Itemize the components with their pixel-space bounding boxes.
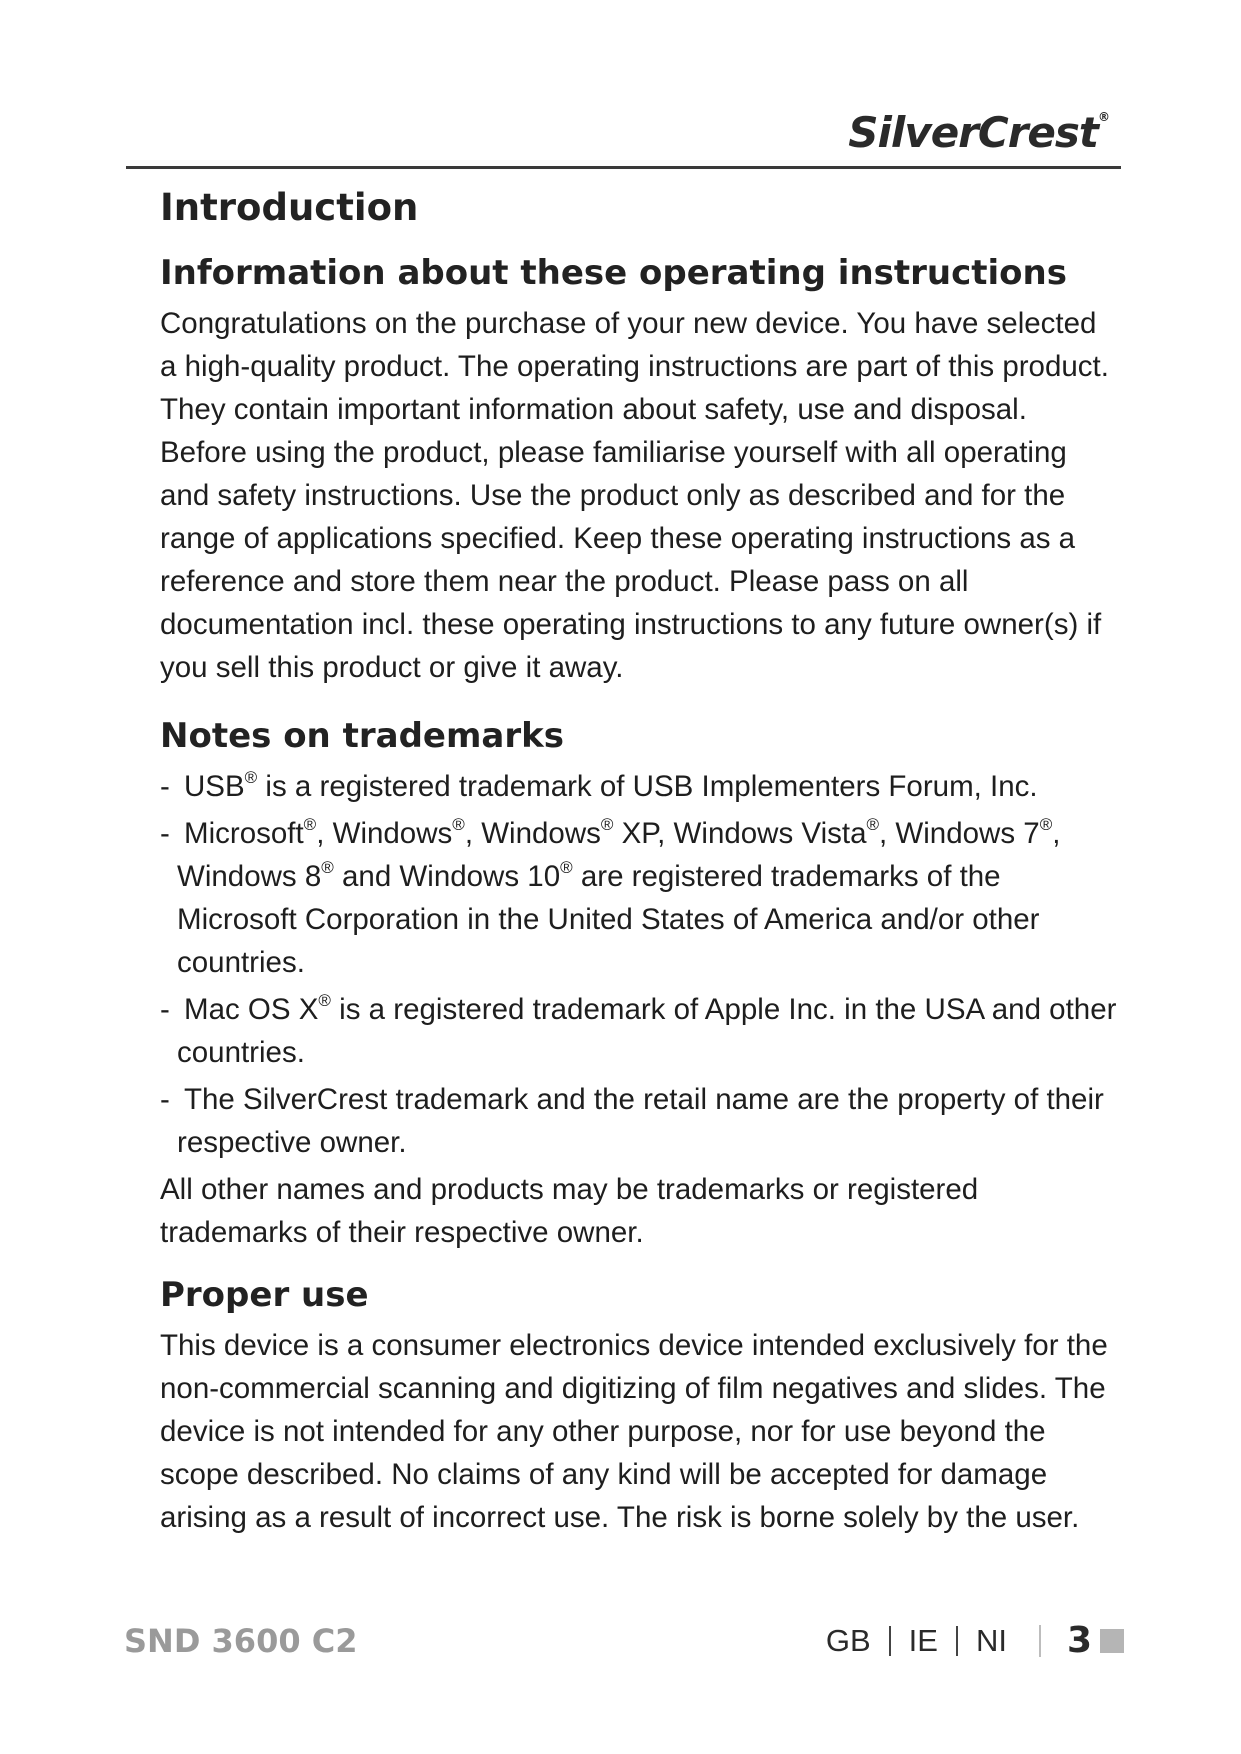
lang-separator	[956, 1626, 958, 1656]
registered-mark: ®	[600, 815, 614, 834]
mac-text: is a registered trademark of Apple Inc. in the USA and other countries.	[177, 993, 1117, 1069]
trademark-item-silvercrest	[160, 1078, 1120, 1164]
brand-registered-mark: ®	[1098, 110, 1109, 124]
header-divider	[126, 166, 1121, 169]
lang-ie: IE	[908, 1622, 938, 1658]
ms-text-1: Microsoft	[184, 817, 304, 850]
trademark-list	[160, 765, 1120, 1164]
info-heading: Information about these operating instructions	[160, 253, 1067, 293]
info-paragraph: Congratulations on the purchase of your new device. You have selected a high-quality product. The operating instructions are part of this product. They contain important information about safety, use and disposal. Before using the product, please familiarise yourself with all operating and safety instructions. Use the product only as described and for the range of applications specified. Keep these operating instructions as a reference and store them near the product. Please pass on all documentation incl. these operating instructions to any future owner(s) if you sell this product or give it away.	[160, 307, 1109, 684]
ms-text-6: , Windows 8	[177, 817, 1061, 893]
page-content	[160, 174, 1120, 1539]
ms-text-8: are registered trademarks of the Microsoft Corporation in the United States of America and/or other countries.	[177, 860, 1040, 979]
trademarks-heading: Notes on trademarks	[160, 716, 564, 756]
footer-nav	[820, 1620, 1124, 1661]
brand-text: SilverCrest	[848, 108, 1098, 157]
trademark-item-macos	[160, 988, 1120, 1074]
lang-gb: GB	[825, 1622, 871, 1658]
ms-text-3: , Windows	[464, 817, 601, 850]
registered-mark: ®	[303, 815, 317, 834]
ms-text-4: XP, Windows Vista	[613, 817, 867, 850]
silvercrest-logo	[848, 108, 1109, 157]
lang-ni: NI	[975, 1622, 1007, 1658]
ms-text-7: and Windows 10	[333, 860, 561, 893]
usb-text: is a registered trademark of USB Implementers Forum, Inc.	[257, 770, 1038, 803]
page-number: 3	[1066, 1620, 1092, 1661]
ms-text-5: , Windows 7	[879, 817, 1040, 850]
introduction-title: Introduction	[160, 186, 419, 229]
registered-mark: ®	[321, 858, 334, 877]
registered-mark: ®	[244, 768, 258, 787]
trademarks-closing: All other names and products may be trademarks or registered trademarks of their respective owner.	[160, 1173, 979, 1249]
registered-mark: ®	[318, 991, 331, 1010]
model-number: SND 3600 C2	[124, 1622, 358, 1660]
trademark-item-usb	[160, 765, 1120, 808]
trademark-item-microsoft	[160, 812, 1120, 984]
page-separator	[1039, 1625, 1041, 1657]
proper-use-heading: Proper use	[160, 1275, 369, 1315]
mac-name: Mac OS X	[184, 993, 319, 1026]
registered-mark: ®	[866, 815, 880, 834]
registered-mark: ®	[452, 815, 465, 834]
ms-text-2: , Windows	[316, 817, 453, 850]
proper-use-paragraph: This device is a consumer electronics device intended exclusively for the non-commercial scanning and digitizing of film negatives and slides. The device is not intended for any other purpose, nor for use beyond the scope described. No claims of any kind will be accepted for damage arising as a result of incorrect use. The risk is borne solely by the user.	[160, 1329, 1108, 1534]
page-marker-square	[1100, 1629, 1124, 1653]
usb-name: USB	[184, 770, 245, 803]
registered-mark: ®	[1039, 815, 1053, 834]
registered-mark: ®	[560, 858, 573, 877]
lang-separator	[889, 1626, 891, 1656]
silvercrest-trademark-text: The SilverCrest trademark and the retail name are the property of their respective owner.	[177, 1083, 1104, 1159]
